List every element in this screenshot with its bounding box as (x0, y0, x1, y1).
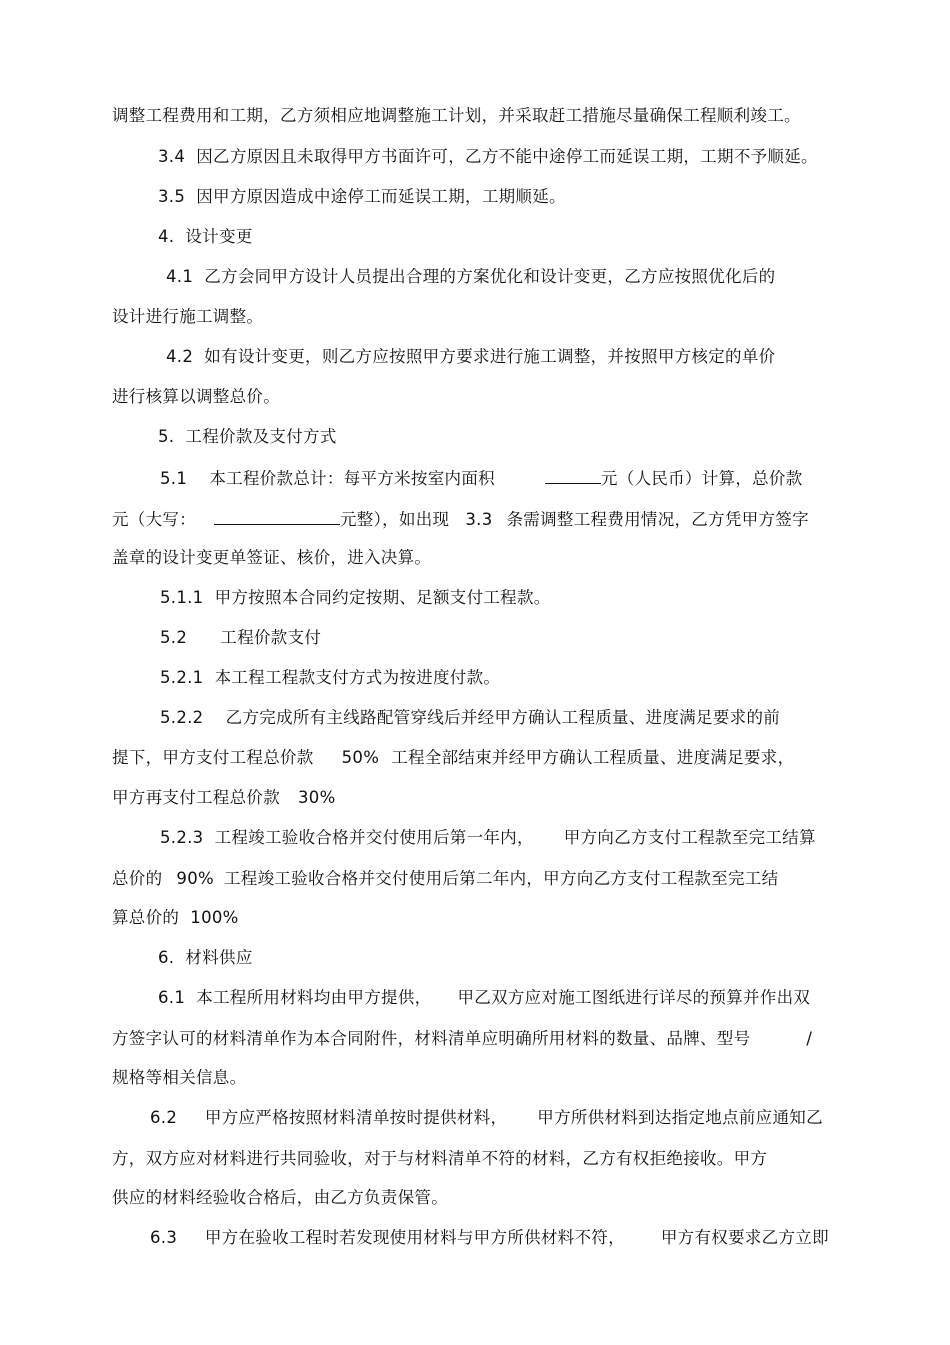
clause-5-2-3-text-2: 甲方向乙方支付工程款至完工结算 (563, 828, 816, 847)
clause-5-2-3-text: 5.2.3 工程竣工验收合格并交付使用后第一年内， (160, 828, 534, 847)
clause-6-2-text: 6.2 甲方应严格按照材料清单按时提供材料， (150, 1108, 508, 1127)
clause-5-2-2-cont (112, 748, 794, 768)
clause-6-2-end: 供应的材料经验收合格后，由乙方负责保管。 (112, 1188, 448, 1207)
clause-5-2-2-text: 提下，甲方支付工程总价款 (112, 748, 314, 767)
clause-6-2-text-2: 甲方所供材料到达指定地点前应通知乙 (537, 1108, 823, 1127)
clause-5-2-3-text-4: 工程竣工验收合格并交付使用后第二年内，甲方向乙方支付工程款至完工结 (223, 869, 779, 888)
clause-5-1 (160, 467, 803, 489)
clause-5-2-2-text-3: 甲方再支付工程总价款 (112, 788, 280, 807)
clause-4-1-cont: 设计进行施工调整。 (112, 307, 264, 326)
payment-percent-2: 30% (298, 788, 336, 807)
payment-percent: 50% (341, 748, 380, 767)
clause-4-1: 4.1 乙方会同甲方设计人员提出合理的方案优化和设计变更，乙方应按照优化后的 (166, 267, 776, 286)
clause-6-2-cont: 方，双方应对材料进行共同验收，对于与材料清单不符的材料，乙方有权拒绝接收。甲方 (112, 1149, 768, 1168)
clause-5-2-1: 5.2.1 本工程工程款支付方式为按进度付款。 (160, 668, 501, 687)
clause-3-5: 3.5 因甲方原因造成中途停工而延误工期，工期顺延。 (158, 187, 566, 206)
amount-in-words-label: 元（大写： (112, 510, 196, 529)
section-4-heading: 4. 设计变更 (158, 227, 253, 246)
slash: / (806, 1029, 813, 1048)
amount-in-words-blank (214, 508, 340, 525)
section-6-heading: 6. 材料供应 (158, 948, 253, 967)
clause-6-3-text: 6.3 甲方在验收工程时若发现使用材料与甲方所供材料不符， (150, 1228, 625, 1247)
clause-4-2: 4.2 如有设计变更，则乙方应按照甲方要求进行施工调整，并按照甲方核定的单价 (166, 347, 776, 366)
clause-5-2: 5.2 工程价款支付 (160, 628, 322, 647)
amount-suffix: 元整），如出现 (340, 510, 450, 529)
clause-6-1-end: 规格等相关信息。 (112, 1068, 247, 1087)
clause-5-1-cont (112, 508, 809, 530)
clause-5-2-3-text-3: 总价的 (112, 869, 163, 888)
paragraph-line: 调整工程费用和工期，乙方须相应地调整施工计划，并采取赶工措施尽量确保工程顺利竣工。 (112, 106, 801, 125)
clause-6-1-text-2: 甲乙双方应对施工图纸进行详尽的预算并作出双 (457, 988, 811, 1007)
clause-6-1 (158, 988, 810, 1008)
clause-6-1-text: 6.1 本工程所用材料均由甲方提供， (158, 988, 432, 1007)
clause-5-2-2: 5.2.2 乙方完成所有主线路配管穿线后并经甲方确认工程质量、进度满足要求的前 (160, 708, 781, 727)
unit-price-blank (545, 467, 601, 484)
clause-5-1-end: 盖章的设计变更单签证、核价，进入决算。 (112, 548, 432, 567)
clause-6-1-text-3: 方签字认可的材料清单作为本合同附件，材料清单应明确所用材料的数量、品牌、型号 (112, 1029, 751, 1048)
clause-5-2-3-cont (112, 869, 778, 889)
clause-5-2-3 (160, 828, 816, 848)
clause-6-2 (150, 1108, 823, 1128)
clause-6-3 (150, 1228, 829, 1248)
clause-5-2-2-end (112, 788, 336, 808)
clause-5-1-unit: 元（人民币）计算，总价款 (600, 469, 803, 488)
section-5-heading: 5. 工程价款及支付方式 (158, 427, 337, 446)
clause-5-1-cont-text: 条需调整工程费用情况，乙方凭甲方签字 (506, 510, 809, 529)
clause-6-3-text-2: 甲方有权要求乙方立即 (660, 1228, 829, 1247)
clause-reference: 3.3 (465, 510, 493, 529)
clause-5-2-2-text-2: 工程全部结束并经甲方确认工程质量、进度满足要求， (391, 748, 795, 767)
clause-5-1-1: 5.1.1 甲方按照本合同约定按期、足额支付工程款。 (160, 588, 551, 607)
clause-4-2-cont: 进行核算以调整总价。 (112, 387, 280, 406)
clause-3-4: 3.4 因乙方原因且未取得甲方书面许可，乙方不能中途停工而延误工期，工期不予顺延。 (158, 147, 818, 166)
clause-5-2-3-end: 算总价的 100% (112, 908, 239, 927)
clause-5-1-text: 5.1 本工程价款总计：每平方米按室内面积 (160, 469, 495, 488)
payment-percent-3: 90% (176, 869, 214, 888)
clause-6-1-cont (112, 1029, 812, 1049)
